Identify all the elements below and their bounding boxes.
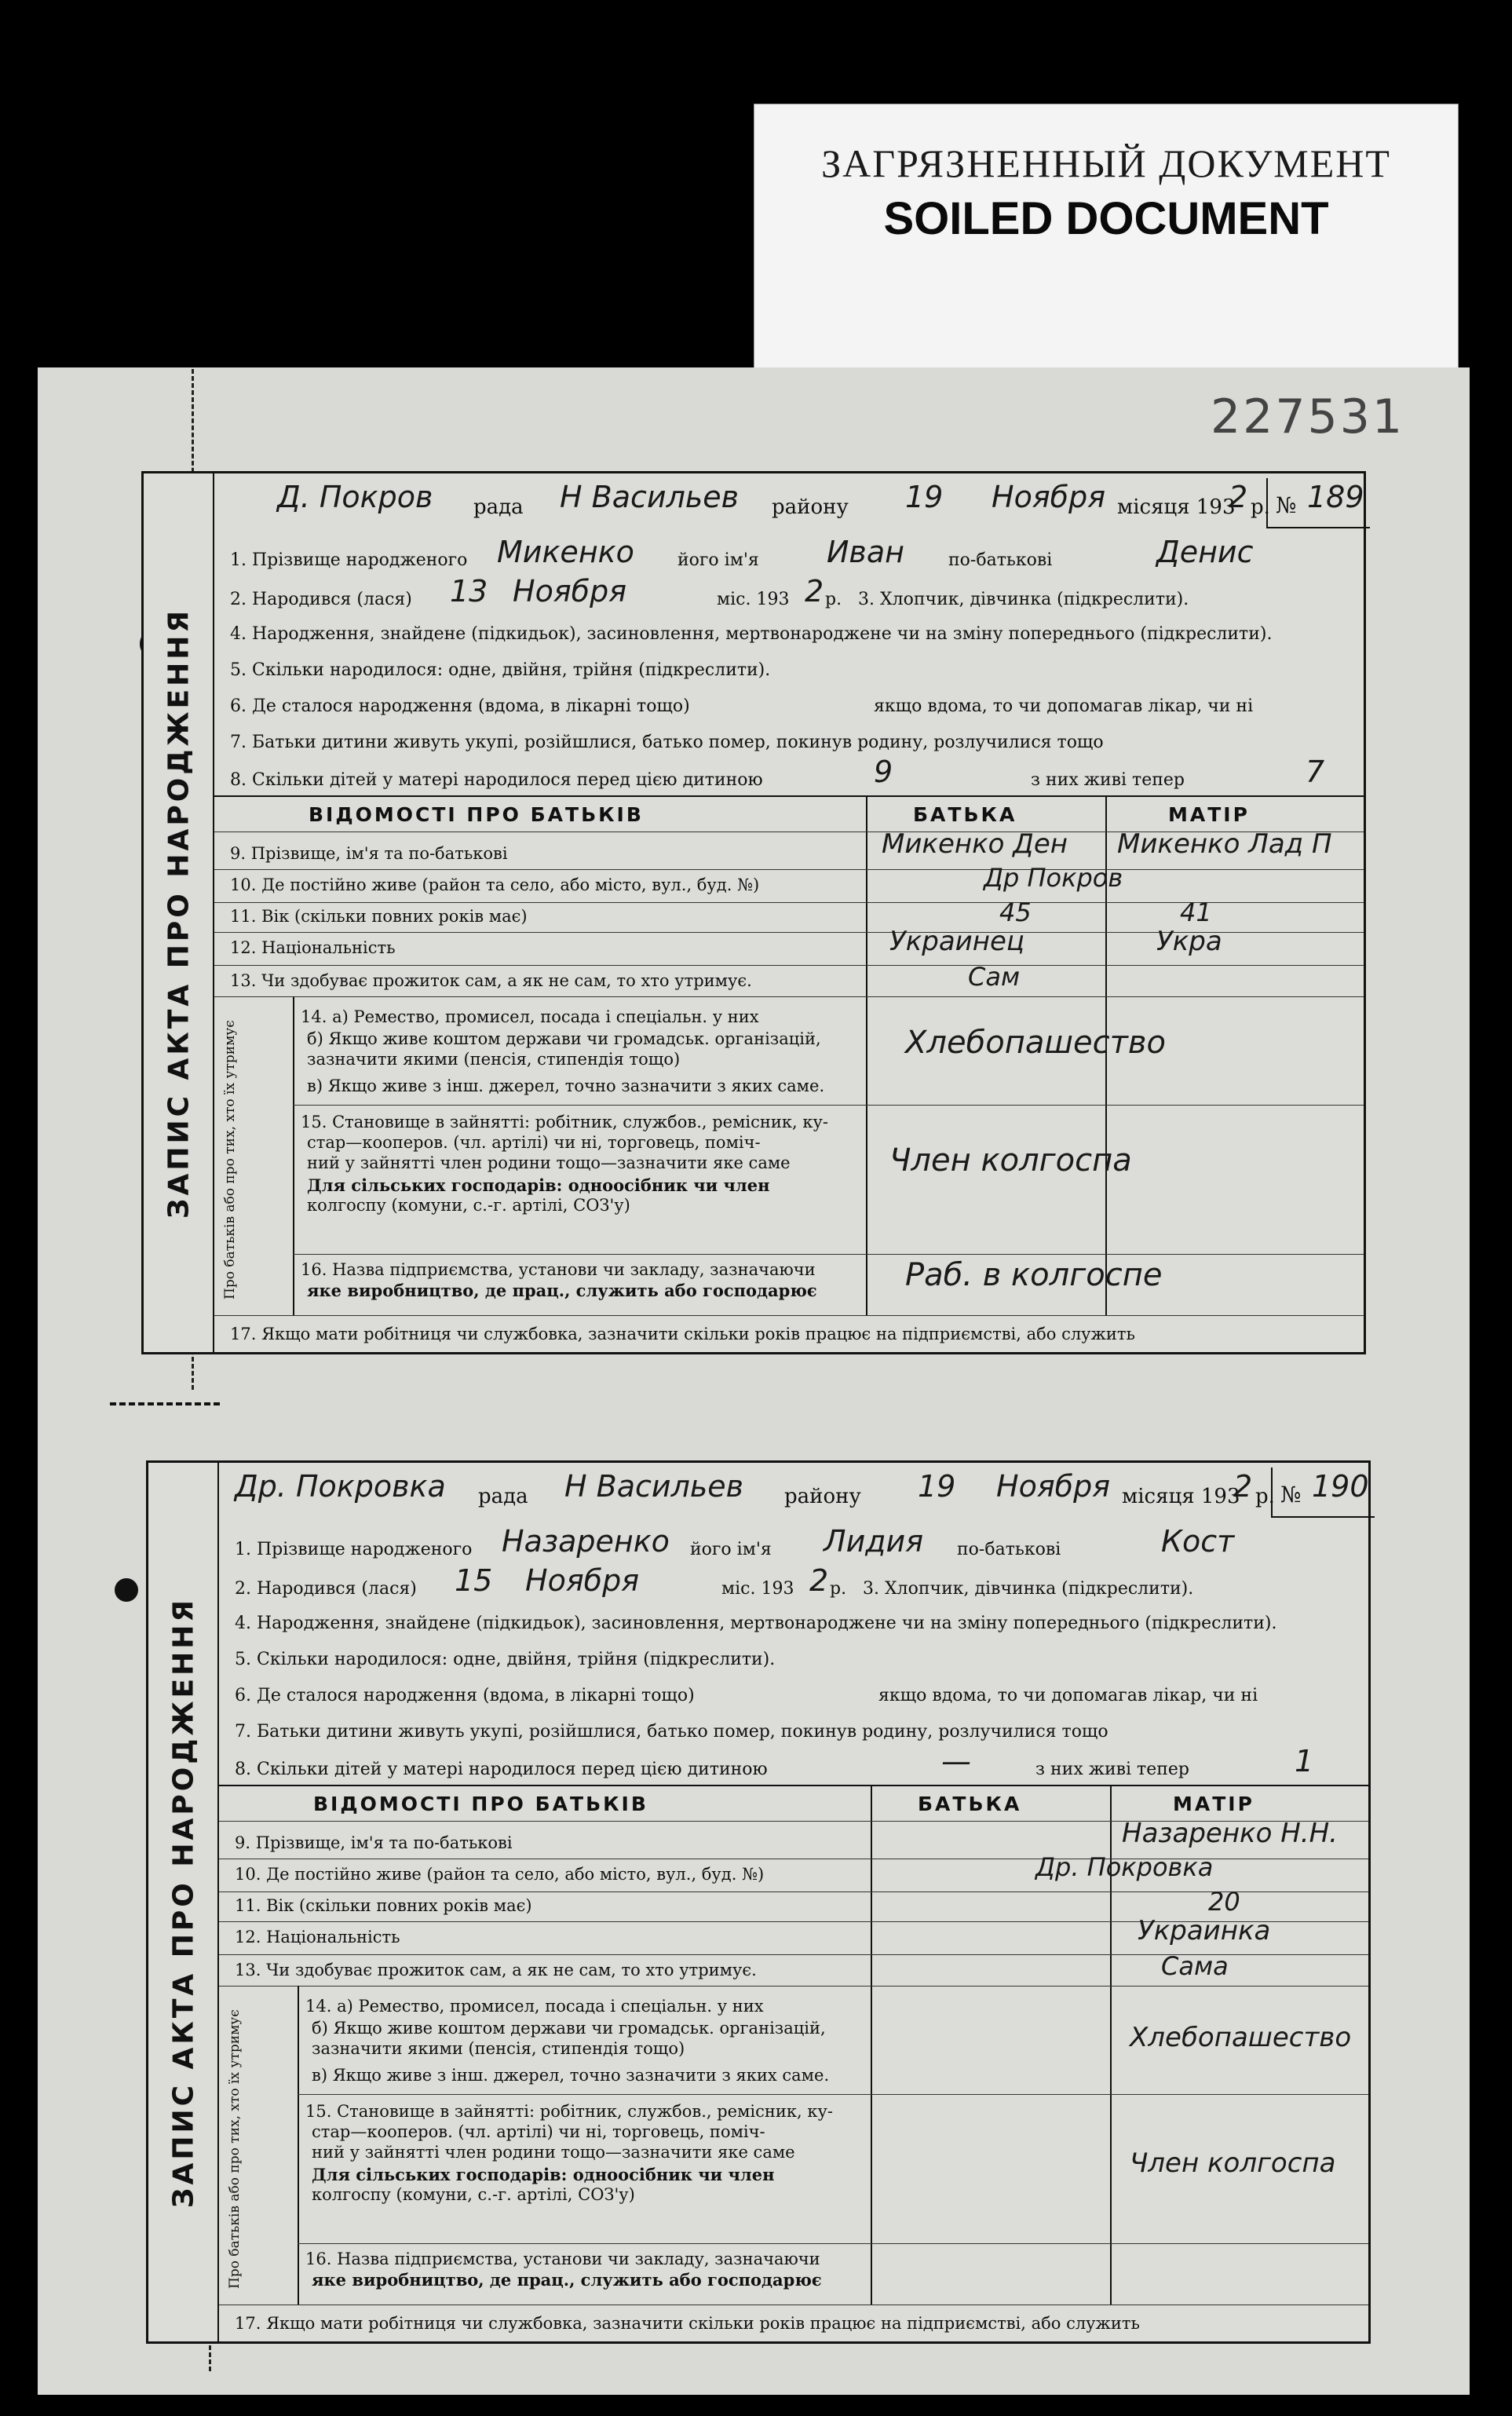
child-surname: Назаренко <box>502 1524 670 1559</box>
employment-status: Член колгоспа <box>889 1142 1132 1179</box>
rada-label: рада <box>478 1485 528 1508</box>
parents-table <box>219 1785 1368 2348</box>
mother-name: Микенко Лад П <box>1117 828 1332 860</box>
row14a-label: 14. а) Ремество, промисел, посада і спеціальн. у них <box>301 1007 759 1026</box>
born-label: 2. Народився (лася) <box>235 1579 417 1599</box>
row9-label: 9. Прізвище, ім'я та по-батькові <box>235 1833 513 1852</box>
alive-label: з них живі тепер <box>1031 770 1185 790</box>
day-value: 19 <box>905 480 944 514</box>
row14c-label: в) Якщо живе з інш. джерел, точно зазначити з яких саме. <box>307 1076 825 1095</box>
born-label: 2. Народився (лася) <box>230 590 412 609</box>
label-ru: ЗАГРЯЗНЕННЫЙ ДОКУМЕНТ <box>821 141 1391 185</box>
district-label: району <box>772 495 849 519</box>
number-label: № <box>1280 1482 1302 1508</box>
birth-type-label: 4. Народження, знайдене (підкидьок), засиновлення, мертвонароджене чи на зміну попереднього (підкреслити). <box>235 1614 1277 1633</box>
birth-year-digit: 2 <box>805 574 824 609</box>
row15e-label: колгоспу (комуни, с.-г. артілі, СОЗ'у) <box>307 1196 630 1215</box>
doctor-label: якщо вдома, то чи допомагав лікар, чи ні <box>874 696 1254 716</box>
row15a-label: 15. Становище в зайнятті: робітник, службов., ремісник, ку- <box>305 2102 833 2121</box>
row15c-label: ний у зайнятті член родини тощо—зазначити яке саме <box>307 1153 791 1172</box>
record-number: 190 <box>1312 1469 1369 1504</box>
self-support: Сам <box>968 962 1021 992</box>
birth-record-form-1 <box>141 471 1366 1354</box>
district-value: Н Васильев <box>564 1469 744 1504</box>
employment-status: Член колгоспа <box>1130 2147 1336 2179</box>
archive-number: 227531 <box>1211 389 1405 444</box>
father-age: 45 <box>999 897 1032 927</box>
row10-label: 10. Де постійно живе (район та село, або місто, вул., буд. №) <box>235 1865 765 1884</box>
children-before-label: 8. Скільки дітей у матері народилося перед цією дитиною <box>230 770 763 790</box>
row10-label: 10. Де постійно живе (район та село, або місто, вул., буд. №) <box>230 875 760 894</box>
soiled-document-label <box>754 104 1459 369</box>
parents-status-label: 7. Батьки дитини живуть укупі, розійшлися, батько помер, покинув родину, розлучилися тощо <box>230 733 1104 752</box>
row9-label: 9. Прізвище, ім'я та по-батькові <box>230 844 508 863</box>
doctor-label: якщо вдома, то чи допомагав лікар, чи ні <box>878 1686 1258 1705</box>
birth-year-label: міс. 193 <box>721 1579 794 1599</box>
parents-info-header: ВІДОМОСТІ ПРО БАТЬКІВ <box>309 803 644 826</box>
year-digit: 2 <box>1229 480 1248 514</box>
row16b-label: яке виробництво, де прац., служить або господарює <box>307 1281 817 1300</box>
label-en: SOILED DOCUMENT <box>883 193 1329 244</box>
parents-info-header: ВІДОМОСТІ ПРО БАТЬКІВ <box>313 1793 648 1815</box>
birth-year-label: міс. 193 <box>717 590 790 609</box>
row14b1-label: б) Якщо живе коштом держави чи громадськ. організацій, <box>307 1029 821 1048</box>
row15a-label: 15. Становище в зайнятті: робітник, службов., ремісник, ку- <box>301 1113 828 1131</box>
row12-label: 12. Національність <box>235 1928 400 1946</box>
mother-age: 20 <box>1208 1887 1240 1917</box>
form-side-panel <box>148 1463 219 2341</box>
form-side-title: ЗАПИС АКТА ПРО НАРОДЖЕННЯ <box>163 607 195 1219</box>
mother-header: МАТІР <box>1173 1793 1255 1815</box>
birth-place-label: 6. Де сталося народження (вдома, в лікарні тощо) <box>230 696 690 716</box>
side-subtitle: Про батьків або про тих, хто їх утримує <box>222 1020 238 1299</box>
row15b-label: стар—кооперов. (чл. артілі) чи ні, торговець, поміч- <box>307 1133 761 1152</box>
row15b-label: стар—кооперов. (чл. артілі) чи ні, торговець, поміч- <box>312 2122 765 2141</box>
village-value: Др. Покровка <box>235 1469 446 1504</box>
children-before-label: 8. Скільки дітей у матері народилося перед цією дитиною <box>235 1760 768 1779</box>
child-name: Иван <box>827 535 904 569</box>
parents-table <box>214 795 1364 1358</box>
child-patronymic: Кост <box>1161 1524 1235 1559</box>
father-header: БАТЬКА <box>913 803 1017 826</box>
row16b-label: яке виробництво, де прац., служить або господарює <box>312 2270 822 2290</box>
father-nationality: Украинец <box>889 926 1025 957</box>
birth-count-label: 5. Скільки народилося: одне, двійня, трійня (підкреслити). <box>230 660 771 680</box>
row11-label: 11. Вік (скільки повних років має) <box>235 1896 532 1915</box>
row17-label: 17. Якщо мати робітниця чи службовка, зазначити скільки років працює на підприємстві, або служить <box>230 1325 1135 1343</box>
birth-place-label: 6. Де сталося народження (вдома, в лікарні тощо) <box>235 1686 695 1705</box>
birth-record-form-2 <box>146 1460 1371 2344</box>
occupation: Хлебопашество <box>1130 2022 1352 2053</box>
mother-header: МАТІР <box>1168 803 1250 826</box>
sex-label: 3. Хлопчик, дівчинка (підкреслити). <box>863 1579 1194 1599</box>
birth-month: Ноября <box>513 574 627 609</box>
header-row <box>219 1468 1368 1516</box>
row17-label: 17. Якщо мати робітниця чи службовка, зазначити скільки років працює на підприємстві, або служить <box>235 2314 1140 2333</box>
mother-age: 41 <box>1180 897 1212 927</box>
name-label: його ім'я <box>677 550 759 570</box>
year-digit: 2 <box>1233 1469 1253 1504</box>
mother-name: Назаренко Н.Н. <box>1122 1818 1338 1849</box>
father-header: БАТЬКА <box>918 1793 1022 1815</box>
residence: Др Покров <box>984 863 1123 893</box>
workplace: Раб. в колгоспе <box>905 1257 1163 1293</box>
cut-line <box>110 1402 220 1405</box>
surname-label: 1. Прізвище народженого <box>230 550 468 570</box>
parents-status-label: 7. Батьки дитини живуть укупі, розійшлися, батько помер, покинув родину, розлучилися тощо <box>235 1722 1108 1742</box>
row16a-label: 16. Назва підприємства, установи чи закладу, зазначаючи <box>305 2250 820 2268</box>
month-value: Ноября <box>996 1469 1111 1504</box>
residence: Др. Покровка <box>1035 1852 1214 1882</box>
row15e-label: колгоспу (комуни, с.-г. артілі, СОЗ'у) <box>312 2185 635 2204</box>
surname-label: 1. Прізвище народженого <box>235 1540 473 1559</box>
form-side-title: ЗАПИС АКТА ПРО НАРОДЖЕННЯ <box>167 1596 200 2208</box>
record-number-box <box>1266 478 1370 528</box>
birth-count-label: 5. Скільки народилося: одне, двійня, трійня (підкреслити). <box>235 1650 776 1669</box>
form-side-panel <box>144 473 214 1352</box>
village-value: Д. Покров <box>277 480 433 514</box>
record-number: 189 <box>1307 480 1364 514</box>
patronymic-label: по-батькові <box>948 550 1053 570</box>
row15d-label: Для сільських господарів: одноосібник чи член <box>312 2165 775 2184</box>
row15d-label: Для сільських господарів: одноосібник чи член <box>307 1175 770 1195</box>
district-value: Н Васильев <box>560 480 740 514</box>
record-number-box <box>1271 1468 1375 1518</box>
occupation: Хлебопашество <box>905 1025 1166 1061</box>
self-support: Сама <box>1161 1951 1229 1981</box>
header-row <box>214 478 1364 527</box>
sex-label: 3. Хлопчик, дівчинка (підкреслити). <box>858 590 1189 609</box>
row12-label: 12. Національність <box>230 938 396 957</box>
birth-day: 13 <box>450 574 488 609</box>
birth-year-suffix: р. <box>830 1579 847 1599</box>
row15c-label: ний у зайнятті член родини тощо—зазначити яке саме <box>312 2143 795 2162</box>
rada-label: рада <box>473 495 524 519</box>
form-body <box>219 1463 1368 2341</box>
mother-nationality: Укра <box>1156 926 1222 957</box>
row14a-label: 14. а) Ремество, промисел, посада і спеціальн. у них <box>305 1997 764 2016</box>
year-suffix: р. <box>1251 495 1270 519</box>
day-value: 19 <box>918 1469 956 1504</box>
alive-now: 1 <box>1295 1744 1314 1778</box>
form-body <box>214 473 1364 1352</box>
month-year-label: місяця 193 <box>1122 1485 1240 1508</box>
row13-label: 13. Чи здобуває прожиток сам, а як не сам, то хто утримує. <box>235 1961 757 1979</box>
mother-nationality: Украинка <box>1138 1915 1271 1946</box>
birth-month: Ноября <box>525 1563 640 1598</box>
children-before: — <box>941 1744 971 1778</box>
month-year-label: місяця 193 <box>1117 495 1236 519</box>
name-label: його ім'я <box>690 1540 772 1559</box>
year-suffix: р. <box>1255 1485 1275 1508</box>
row16a-label: 16. Назва підприємства, установи чи закладу, зазначаючи <box>301 1260 816 1279</box>
father-name: Микенко Ден <box>882 828 1068 860</box>
birth-year-digit: 2 <box>809 1563 829 1598</box>
patronymic-label: по-батькові <box>957 1540 1061 1559</box>
side-subtitle: Про батьків або про тих, хто їх утримує <box>227 2009 243 2289</box>
row13-label: 13. Чи здобуває прожиток сам, а як не сам, то хто утримує. <box>230 971 752 990</box>
row11-label: 11. Вік (скільки повних років має) <box>230 907 528 926</box>
alive-now: 7 <box>1306 755 1325 789</box>
number-label: № <box>1276 492 1297 518</box>
month-value: Ноября <box>992 480 1106 514</box>
birth-year-suffix: р. <box>825 590 842 609</box>
row14c-label: в) Якщо живе з інш. джерел, точно зазначити з яких саме. <box>312 2066 830 2085</box>
row14b1-label: б) Якщо живе коштом держави чи громадськ. організацій, <box>312 2019 826 2038</box>
child-name: Лидия <box>824 1524 924 1559</box>
alive-label: з них живі тепер <box>1035 1760 1189 1779</box>
row14b2-label: зазначити якими (пенсія, стипендія тощо) <box>307 1050 681 1069</box>
child-patronymic: Денис <box>1156 535 1254 569</box>
child-surname: Микенко <box>497 535 634 569</box>
stain-mark <box>115 1578 138 1602</box>
district-label: району <box>784 1485 861 1508</box>
children-before: 9 <box>874 755 893 789</box>
birth-type-label: 4. Народження, знайдене (підкидьок), засиновлення, мертвонароджене чи на зміну попереднього (підкреслити). <box>230 624 1273 644</box>
row14b2-label: зазначити якими (пенсія, стипендія тощо) <box>312 2039 685 2058</box>
birth-day: 15 <box>455 1563 493 1598</box>
